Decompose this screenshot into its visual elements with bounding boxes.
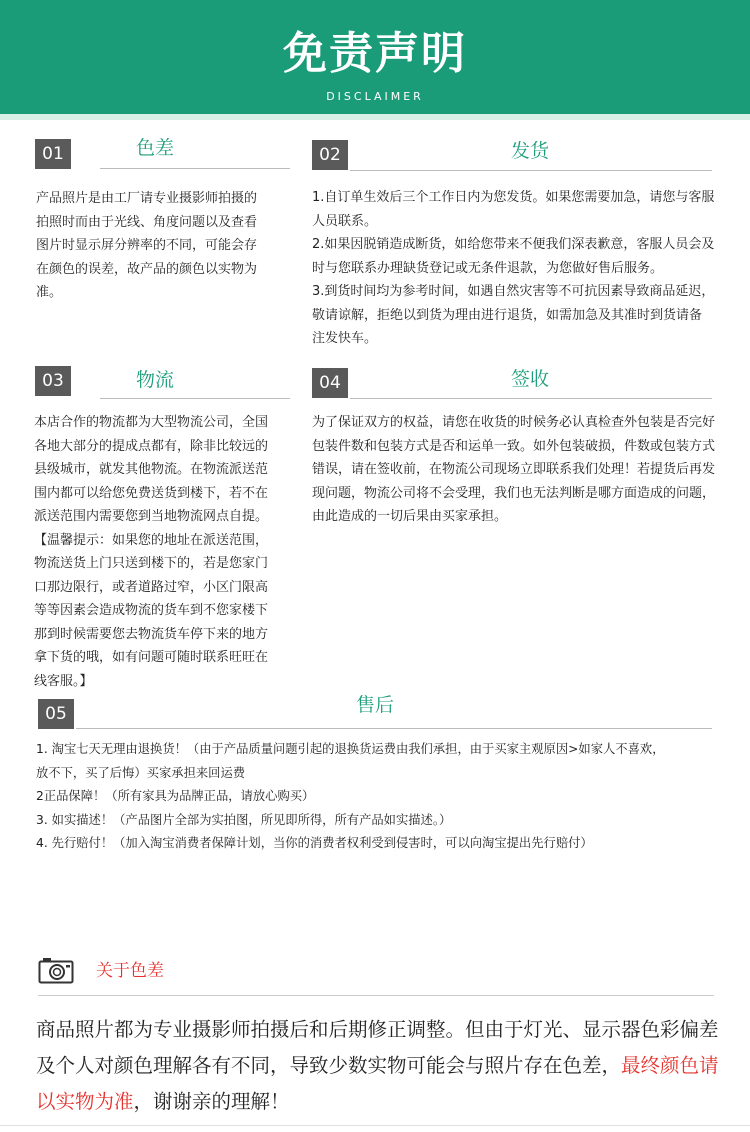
body-line: 拿下货的哦，如有问题可随时联系旺旺在 [34, 650, 269, 665]
body-line: 3. 如实描述！（产品图片全部为实拍图，所见即所得，所有产品如实描述。） [36, 812, 452, 827]
color-note-text [36, 1012, 726, 1120]
color-note-text-before: 商品照片都为专业摄影师拍摄后和后期修正调整。但由于灯光、显示器色彩偏差及个人对颜色理解各有不同，导致少数实物可能会与照片存在色差， [36, 1018, 719, 1077]
body-line: 时与您联系办理缺货登记或无条件退款，为您做好售后服务。 [312, 260, 664, 276]
body-line: 1. 淘宝七天无理由退换货！（由于产品质量问题引起的退换货运费由我们承担，由于买家主观原因>如家人不喜欢， [36, 742, 665, 756]
color-note-highlight: 最终颜色请以实物为准 [36, 1054, 719, 1113]
body-line: 在颜色的误差，故产品的颜色以实物为 [36, 261, 258, 277]
body-line: 放不下，买了后悔）买家承担来回运费 [36, 765, 246, 780]
section-title: 物流 [135, 369, 174, 391]
body-line: 3.到货时间均为参考时间，如遇自然灾害等不可抗因素导致商品延迟， [312, 284, 715, 299]
body-line: 产品照片是由工厂请专业摄影师拍摄的 [36, 191, 258, 206]
body-line: 口那边限行，或者道路过窄，小区门限高 [34, 579, 269, 595]
section-body [36, 187, 298, 305]
body-line: 由此造成的一切后果由买家承担。 [312, 509, 508, 524]
header-banner [0, 0, 750, 114]
body-line: 4. 先行赔付！（加入淘宝消费者保障计划，当你的消费者权利受到侵害时，可以向淘宝提出先行赔付） [36, 836, 593, 850]
body-line: 那到时候需要您去物流货车停下来的地方 [34, 626, 269, 642]
body-line: 派送范围内需要您到当地物流网点自提。 [34, 509, 269, 524]
section-body [36, 738, 736, 856]
body-line: 2正品保障！（所有家具为品牌正品，请放心购买） [36, 789, 315, 803]
body-line: 人员联系。 [312, 213, 378, 229]
body-line: 1.自订单生效后三个工作日内为您发货。如果您需要加急，请您与客服 [312, 190, 715, 205]
page-title: 免责声明 [283, 28, 467, 79]
section-number: 01 [35, 139, 71, 169]
body-line: 包装件数和包装方式是否和运单一致。如外包装破损，件数或包装方式 [312, 438, 716, 454]
section-title: 色差 [135, 137, 174, 159]
body-line: 围内都可以给您免费送货到楼下，若不在 [34, 485, 269, 501]
section-body [34, 411, 302, 693]
body-line: 拍照时而由于光线、角度问题以及查看 [36, 214, 258, 230]
color-note-divider [38, 995, 714, 996]
section-body [312, 411, 732, 529]
body-line: 各地大部分的提成点都有，除非比较远的 [34, 438, 269, 454]
section-number: 03 [35, 366, 71, 396]
body-line: 【温馨提示：如果您的地址在派送范围， [34, 532, 269, 548]
body-line: 等等因素会造成物流的货车到不您家楼下 [34, 603, 269, 618]
body-line: 准。 [36, 285, 63, 300]
body-line: 线客服。】 [34, 673, 93, 689]
body-line: 错误，请在签收前，在物流公司现场立即联系我们处理！若提货后再发 [312, 462, 716, 477]
body-line: 现问题，物流公司将不会受理，我们也无法判断是哪方面造成的问题， [312, 485, 716, 501]
section-divider [100, 168, 290, 169]
section-number: 04 [312, 368, 348, 398]
section-divider [100, 398, 290, 399]
section-number: 02 [312, 140, 348, 170]
body-line: 敬请谅解，拒绝以到货为理由进行退货，如需加急及其准时到货请备 [312, 307, 703, 323]
body-line: 为了保证双方的权益，请您在收货的时候务必认真检查外包装是否完好 [312, 415, 716, 430]
camera-icon [38, 956, 74, 984]
body-line: 本店合作的物流都为大型物流公司，全国 [34, 415, 269, 430]
body-line: 图片时显示屏分辨率的不同，可能会存 [36, 238, 258, 253]
section-title: 售后 [355, 694, 394, 716]
section-divider [350, 170, 712, 171]
body-line: 物流送货上门只送到楼下的，若是您家门 [34, 556, 269, 571]
section-number: 05 [38, 699, 74, 729]
body-line: 注发快车。 [312, 331, 378, 346]
page-subtitle: DISCLAIMER [326, 90, 424, 103]
bottom-divider [0, 1125, 750, 1126]
header-stripe [0, 114, 750, 120]
section-divider [76, 728, 712, 729]
section-divider [350, 398, 712, 399]
color-note-text-after: ，谢谢亲的理解！ [133, 1090, 290, 1113]
section-title: 签收 [510, 368, 549, 390]
body-line: 县级城市，就发其他物流。在物流派送范 [34, 462, 269, 477]
color-note-title: 关于色差 [96, 961, 164, 981]
section-body [312, 186, 732, 351]
body-line: 2.如果因脱销造成断货，如给您带来不便我们深表歉意，客服人员会及 [312, 237, 715, 252]
section-title: 发货 [510, 140, 549, 162]
